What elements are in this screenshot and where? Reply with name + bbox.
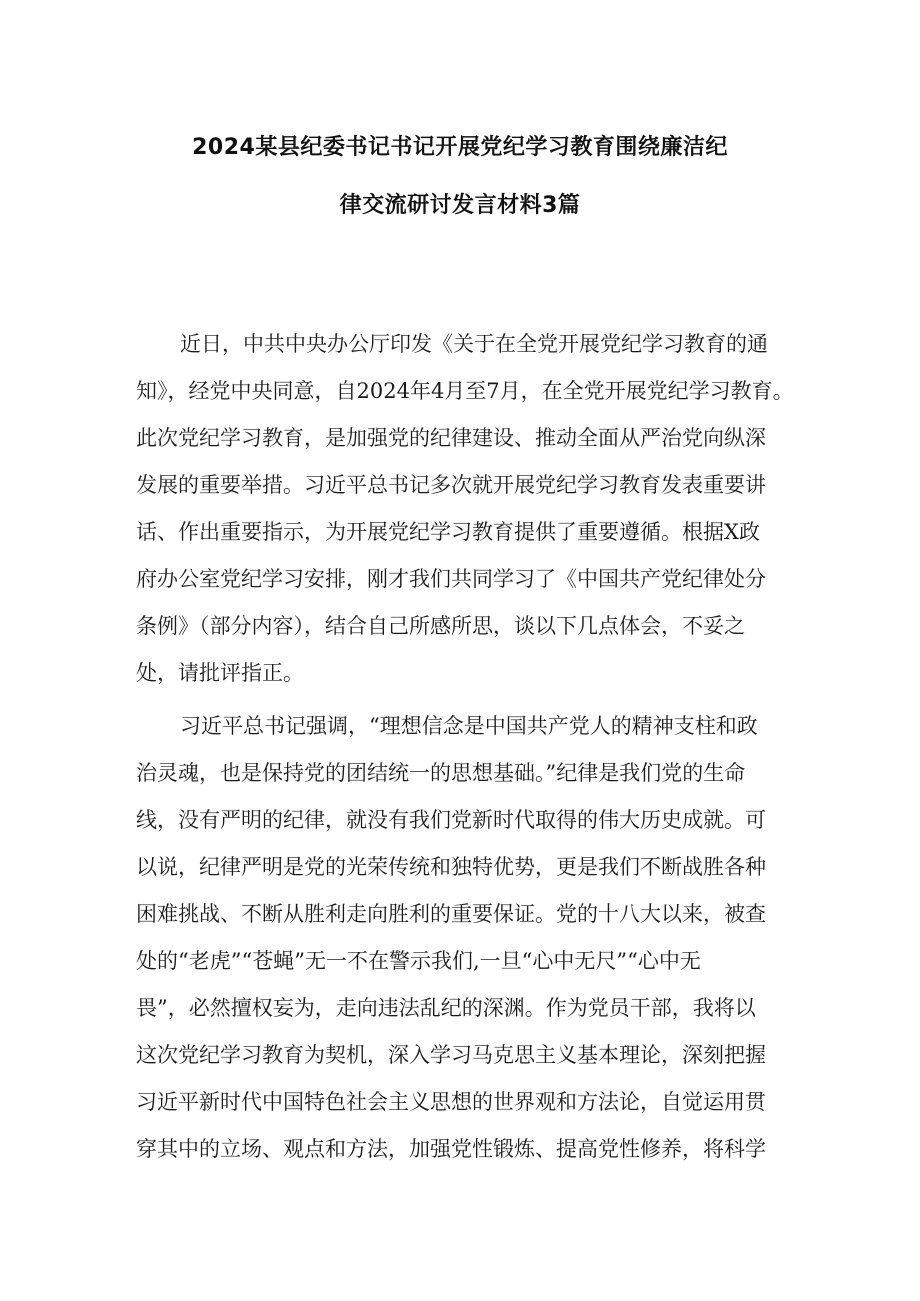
- paragraph-2-line-6: 处的“老虎”“苍蝇”无一不在警示我们,一旦“心中无尺”“心中无: [136, 949, 701, 973]
- paragraph-1-line-4: 发展的重要举措。习近平总书记多次就开展党纪学习教育发表重要讲: [136, 473, 766, 497]
- paragraph-2-line-4: 以说，纪律严明是党的光荣传统和独特优势，更是我们不断战胜各种: [136, 855, 766, 879]
- document-title-line-1: 2024某县纪委书记书记开展党纪学习教育围绕廉洁纪: [192, 135, 728, 160]
- paragraph-1-line-3: 此次党纪学习教育，是加强党的纪律建设、推动全面从严治党向纵深: [136, 426, 766, 450]
- paragraph-1-line-5: 话、作出重要指示，为开展党纪学习教育提供了重要遵循。根据X政: [136, 520, 760, 544]
- paragraph-1-line-8: 处，请批评指正。: [136, 661, 304, 685]
- document-title-line-2: 律交流研讨发言材料3篇: [339, 193, 581, 218]
- paragraph-1-line-6: 府办公室党纪学习安排，刚才我们共同学习了《中国共产党纪律处分: [136, 567, 766, 591]
- paragraph-2-line-9: 习近平新时代中国特色社会主义思想的世界观和方法论，自觉运用贯: [136, 1090, 766, 1114]
- paragraph-2-line-2: 治灵魂，也是保持党的团结统一的思想基础。”纪律是我们党的生命: [136, 761, 746, 785]
- paragraph-2-line-5: 困难挑战、不断从胜利走向胜利的重要保证。党的十八大以来，被查: [136, 902, 766, 926]
- paragraph-1-line-2: 知》，经党中央同意，自2024年4月至7月，在全党开展党纪学习教育。: [136, 379, 794, 403]
- paragraph-2-line-10: 穿其中的立场、观点和方法，加强党性锻炼、提高党性修养，将科学: [136, 1137, 766, 1161]
- paragraph-1-line-1: 近日，中共中央办公厅印发《关于在全党开展党纪学习教育的通: [180, 332, 768, 356]
- paragraph-1-line-7: 条例》（部分内容），结合自己所感所思，谈以下几点体会，不妥之: [136, 614, 745, 638]
- paragraph-2-line-1: 习近平总书记强调，“理想信念是中国共产党人的精神支柱和政: [180, 714, 758, 738]
- paragraph-2-line-7: 畏”，必然擅权妄为，走向违法乱纪的深渊。作为党员干部，我将以: [136, 996, 756, 1020]
- paragraph-2-line-8: 这次党纪学习教育为契机，深入学习马克思主义基本理论，深刻把握: [136, 1043, 766, 1067]
- paragraph-2-line-3: 线，没有严明的纪律，就没有我们党新时代取得的伟大历史成就。可: [136, 808, 766, 832]
